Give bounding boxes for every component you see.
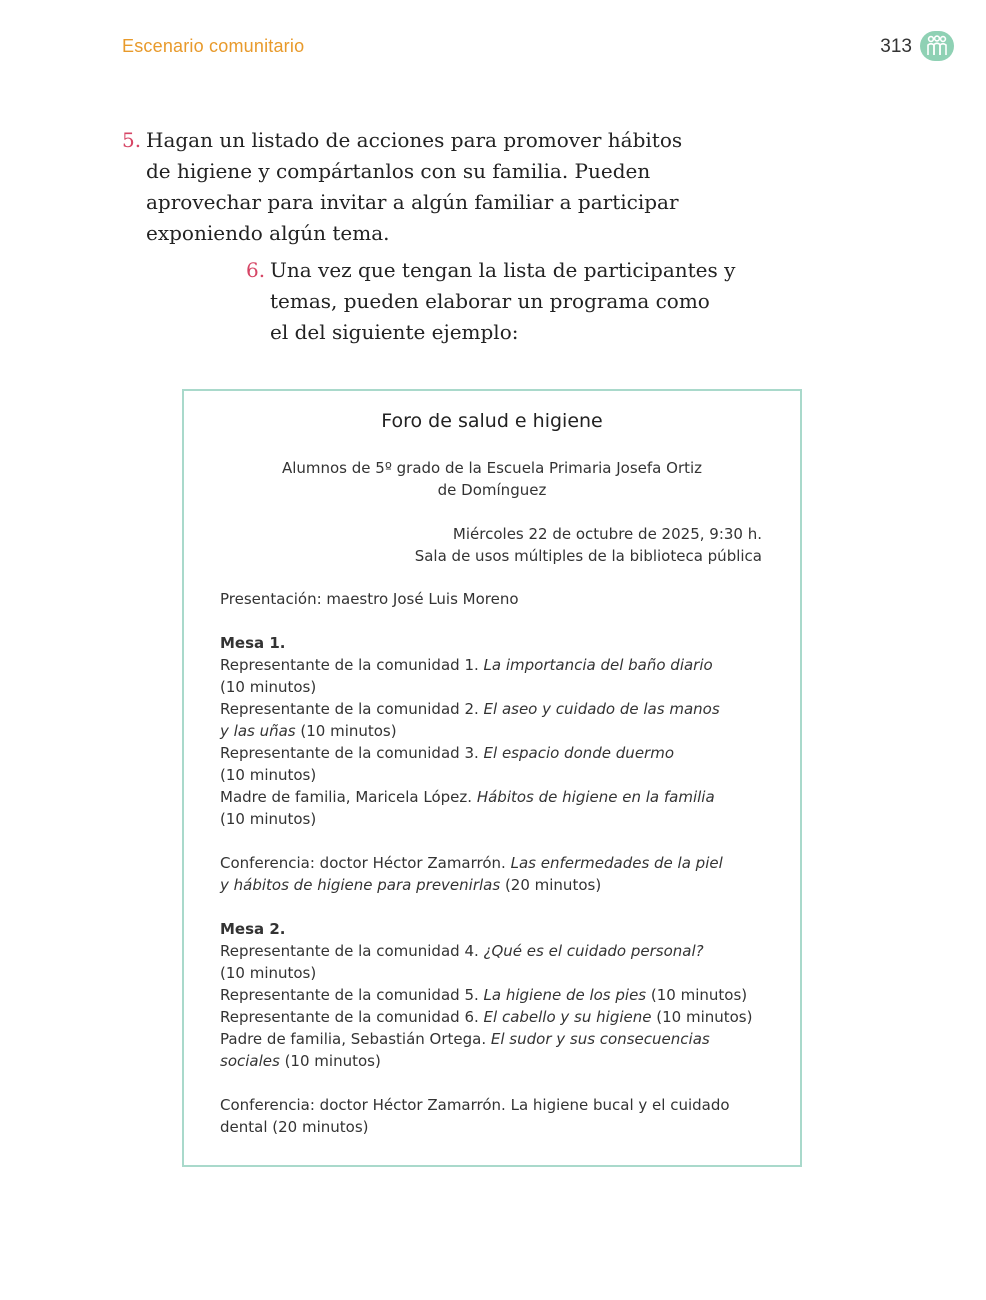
instruction-line: el del siguiente ejemplo:	[270, 320, 519, 344]
schedule-item: Representante de la comunidad 3. El espacio donde duermo	[220, 744, 674, 762]
conference-1: Conferencia: doctor Héctor Zamarrón. Las enfermedades de la piel	[220, 854, 723, 872]
presentation: Presentación: maestro José Luis Moreno	[220, 590, 519, 608]
schedule-item-duration: (10 minutos)	[220, 810, 317, 828]
schedule-item-duration: (10 minutos)	[220, 766, 317, 784]
program-title: Foro de salud e higiene	[381, 410, 603, 432]
schedule-item-duration: sociales (10 minutos)	[220, 1052, 381, 1070]
instruction-number: 5.	[122, 128, 142, 152]
schedule-item: Padre de familia, Sebastián Ortega. El sudor y sus consecuencias	[220, 1030, 710, 1048]
schedule-item: Representante de la comunidad 1. La importancia del baño diario	[220, 656, 713, 674]
organizers-line: de Domínguez	[437, 481, 547, 499]
organizers-line: Alumnos de 5º grado de la Escuela Primaria Josefa Ortiz	[281, 459, 703, 477]
instruction-number: 6.	[246, 258, 266, 282]
program-organizers	[244, 457, 740, 501]
page-number: 313	[880, 36, 912, 57]
schedule-item: Madre de familia, Maricela López. Hábitos de higiene en la familia	[220, 788, 715, 806]
conference-1-cont: y hábitos de higiene para prevenirlas (20 minutos)	[220, 876, 602, 894]
schedule-item-duration: y las uñas (10 minutos)	[220, 722, 397, 740]
program-date-venue	[415, 523, 762, 567]
schedule-item: Representante de la comunidad 5. La higiene de los pies (10 minutos)	[220, 986, 748, 1004]
instruction-5	[122, 125, 683, 249]
schedule-item-duration: (10 minutos)	[220, 964, 317, 982]
conference-2: Conferencia: doctor Héctor Zamarrón. La higiene bucal y el cuidado	[220, 1096, 730, 1114]
mesa-1-title: Mesa 1.	[220, 634, 286, 652]
community-people-icon	[920, 31, 954, 61]
schedule-item: Representante de la comunidad 6. El cabello y su higiene (10 minutos)	[220, 1008, 753, 1026]
instruction-line: aprovechar para invitar a algún familiar a participar	[146, 190, 679, 214]
section-title: Escenario comunitario	[122, 36, 305, 56]
program-example-box	[182, 389, 802, 1167]
schedule-item: Representante de la comunidad 2. El aseo y cuidado de las manos	[220, 700, 720, 718]
conference-2-cont: dental (20 minutos)	[220, 1118, 369, 1136]
schedule-item: Representante de la comunidad 4. ¿Qué es el cuidado personal?	[220, 942, 704, 960]
instruction-line: de higiene y compártanlos con su familia. Pueden	[146, 159, 651, 183]
instruction-line: exponiendo algún tema.	[146, 221, 390, 245]
program-venue: Sala de usos múltiples de la biblioteca pública	[414, 547, 762, 565]
schedule-item-duration: (10 minutos)	[220, 678, 317, 696]
program-schedule	[220, 588, 770, 1138]
program-date: Miércoles 22 de octubre de 2025, 9:30 h.	[452, 525, 762, 543]
instruction-line: Una vez que tengan la lista de participantes y	[270, 258, 736, 282]
instruction-line: temas, pueden elaborar un programa como	[270, 289, 710, 313]
instruction-line: Hagan un listado de acciones para promover hábitos	[146, 128, 683, 152]
mesa-2-title: Mesa 2.	[220, 920, 286, 938]
instruction-6	[246, 255, 736, 348]
